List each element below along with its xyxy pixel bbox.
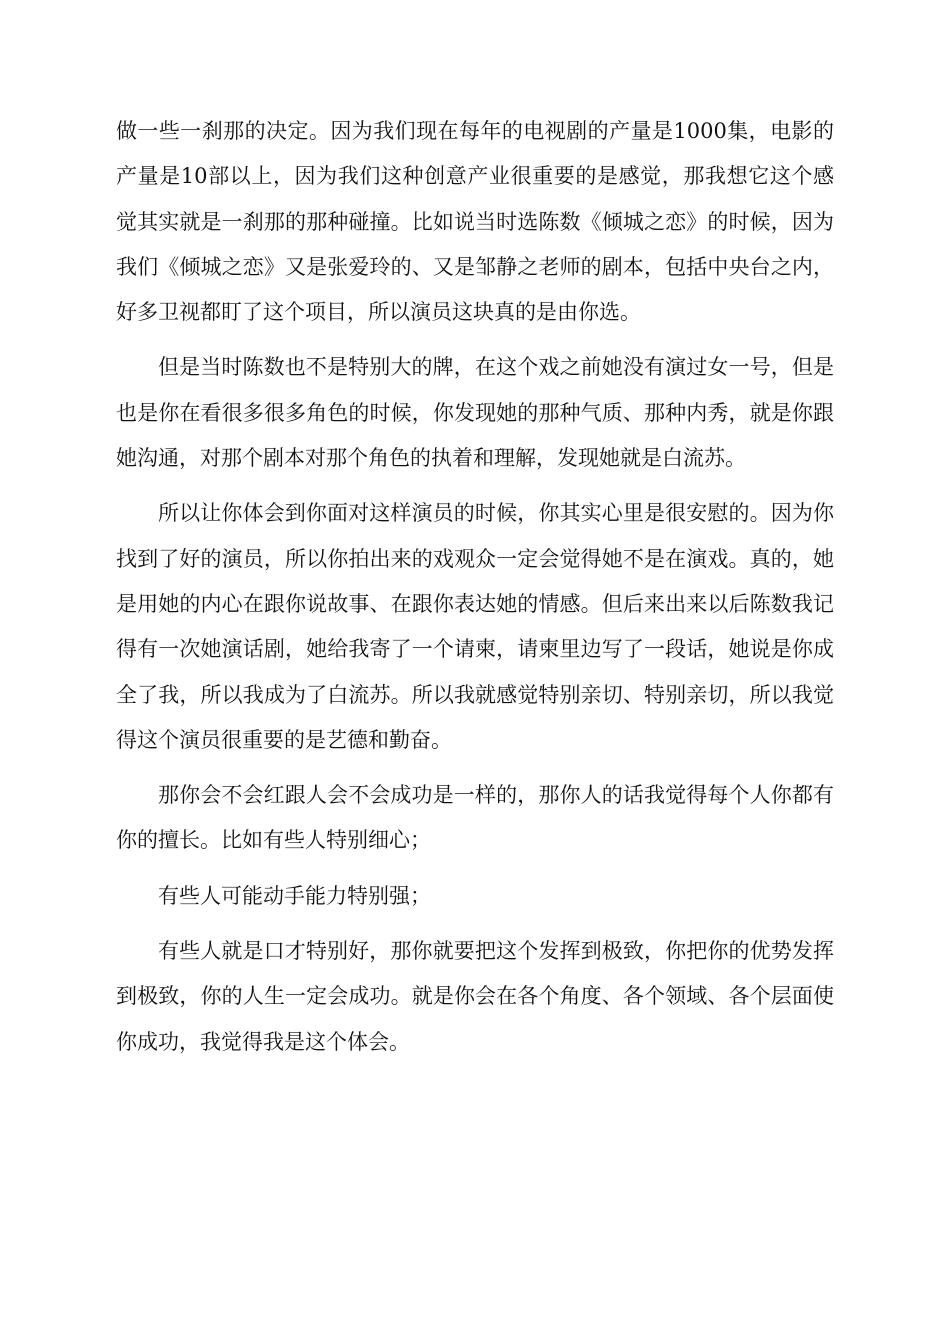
paragraph: 所以让你体会到你面对这样演员的时候，你其实心里是很安慰的。因为你找到了好的演员，所以你拍出来的戏观众一定会觉得她不是在演戏。真的，她是用她的内心在跟你说故事、在跟你表达她的情感。但后来出来以后陈数我记得有一次她演话剧，她给我寄了一个请柬，请柬里边写了一段话，她说是你成全了我，所以我成为了白流苏。所以我就感觉特别亲切、特别亲切，所以我觉得这个演员很重要的是艺德和勤奋。 <box>116 501 834 752</box>
paragraph: 那你会不会红跟人会不会成功是一样的，那你人的话我觉得每个人你都有你的擅长。比如有些人特别细心； <box>116 783 834 853</box>
document-body <box>116 109 834 1075</box>
paragraph: 有些人就是口才特别好，那你就要把这个发挥到极致，你把你的优势发挥到极致，你的人生一定会成功。就是你会在各个角度、各个领域、各个层面使你成功，我觉得我是这个体会。 <box>116 939 834 1054</box>
paragraph: 有些人可能动手能力特别强； <box>158 883 431 908</box>
paragraph: 但是当时陈数也不是特别大的牌，在这个戏之前她没有演过女一号，但是也是你在看很多很多角色的时候，你发现她的那种气质、那种内秀，就是你跟她沟通，对那个剧本对那个角色的执着和理解，发现她就是白流苏。 <box>116 355 834 471</box>
paragraph: 做一些一刹那的决定。因为我们现在每年的电视剧的产量是1000集，电影的产量是10部以上，因为我们这种创意产业很重要的是感觉，那我想它这个感觉其实就是一刹那的那种碰撞。比如说当时选陈数《倾城之恋》的时候，因为我们《倾城之恋》又是张爱玲的、又是邹静之老师的剧本，包括中央台之内，好多卫视都盯了这个项目，所以演员这块真的是由你选。 <box>116 119 834 325</box>
